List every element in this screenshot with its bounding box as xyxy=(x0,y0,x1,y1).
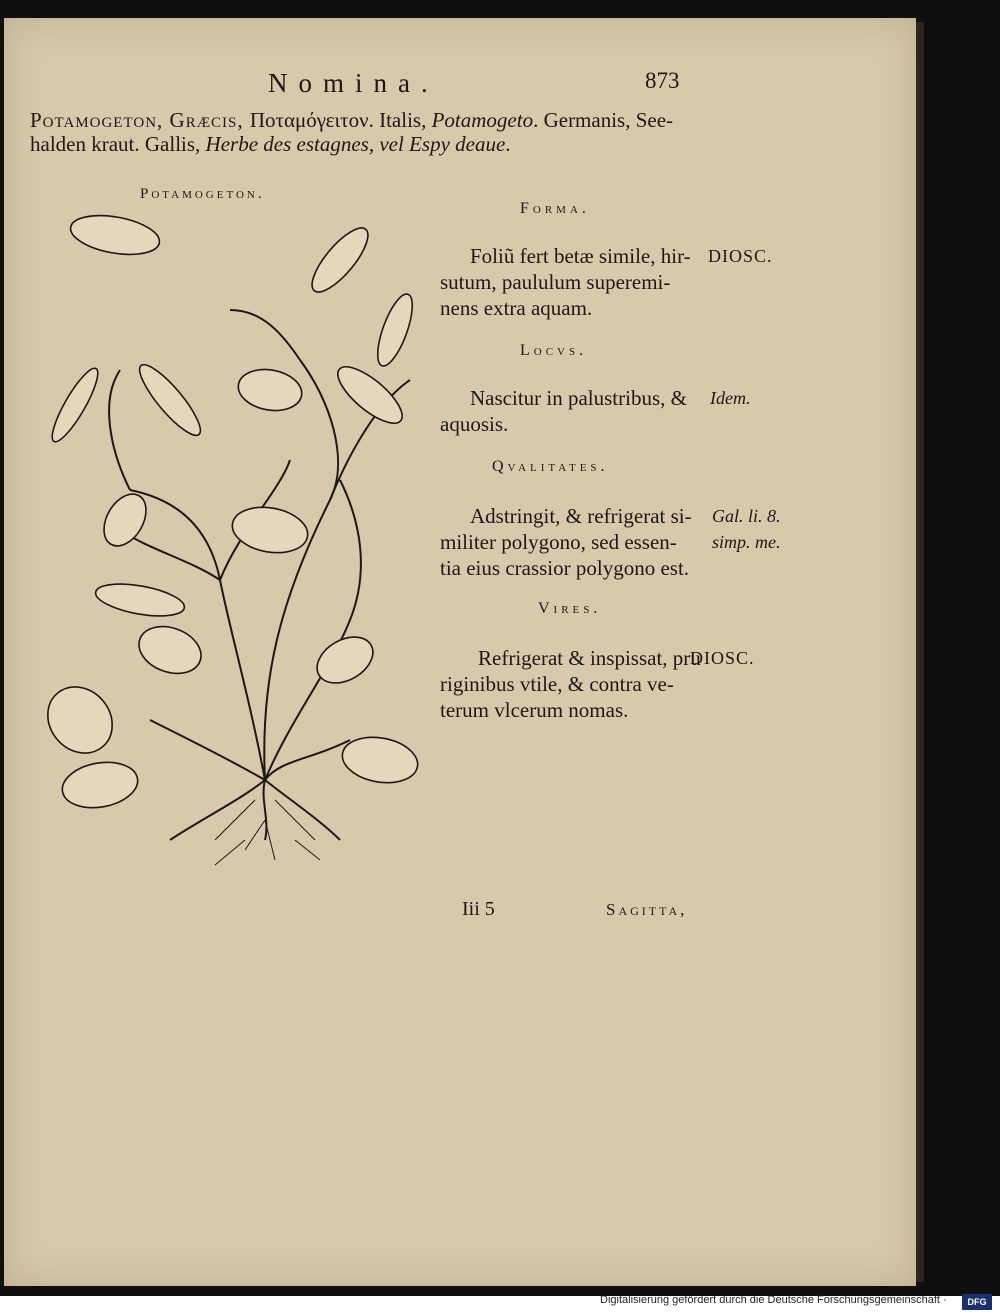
book-edge xyxy=(916,22,924,1282)
page-header-title: Nomina. xyxy=(268,68,439,98)
digitization-credit: Digitalisierung gefördert durch die Deutsche Forschungsgemeinschaft · xyxy=(600,1294,947,1306)
section-heading-qualitates: Qvalitates. xyxy=(492,458,609,475)
margin-note-vires: DIOSC. xyxy=(690,648,755,668)
names-line-2 xyxy=(30,132,511,157)
dfg-logo-icon: DFG xyxy=(962,1294,992,1310)
vires-line-2: riginibus vtile, & contra ve- xyxy=(440,672,674,696)
names-germanis: . Germanis, See- xyxy=(533,108,674,132)
signature-mark: Iii 5 xyxy=(462,898,495,920)
vires-line-1: Refrigerat & inspissat, pru xyxy=(478,646,701,670)
section-heading-forma: Forma. xyxy=(520,200,590,217)
names-greek: Ποταμόγειτον xyxy=(249,108,369,132)
names-german: halden kraut xyxy=(30,132,135,156)
section-heading-locus: Locvs. xyxy=(520,342,588,359)
forma-line-1: Foliũ fert betæ simile, hir- xyxy=(470,244,691,268)
catchword: Sagitta, xyxy=(606,900,688,919)
margin-note-locus: Idem. xyxy=(710,388,751,408)
names-italis: . Italis, xyxy=(368,108,432,132)
plant-illustration xyxy=(30,200,430,880)
names-end: . xyxy=(505,132,511,156)
section-heading-vires: Vires. xyxy=(538,600,602,617)
names-french: Herbe des estagnes, vel Espy deaue xyxy=(205,132,506,156)
figure-caption: Potamogeton. xyxy=(140,186,265,202)
names-italian: Potamogeto xyxy=(431,108,534,132)
qualitates-line-1: Adstringit, & refrigerat si- xyxy=(470,504,692,528)
locus-line-1: Nascitur in palustribus, & xyxy=(470,386,687,410)
page-number: 873 xyxy=(645,68,680,93)
forma-line-3: nens extra aquam. xyxy=(440,296,593,320)
locus-line-2: aquosis. xyxy=(440,412,509,436)
names-latin: Potamogeton, Græcis, xyxy=(30,108,250,132)
qualitates-line-3: tia eius crassior polygono est. xyxy=(440,556,690,580)
qualitates-line-2: militer polygono, sed essen- xyxy=(440,530,677,554)
forma-line-2: sutum, paululum superemi- xyxy=(440,270,671,294)
margin-note-forma: DIOSC. xyxy=(708,246,773,266)
margin-note-qualitates-1: Gal. li. 8. xyxy=(712,506,781,526)
names-line-1 xyxy=(30,108,673,133)
vires-line-3: terum vlcerum nomas. xyxy=(440,698,629,722)
margin-note-qualitates-2: simp. me. xyxy=(712,532,781,552)
names-gallis: . Gallis, xyxy=(134,132,206,156)
